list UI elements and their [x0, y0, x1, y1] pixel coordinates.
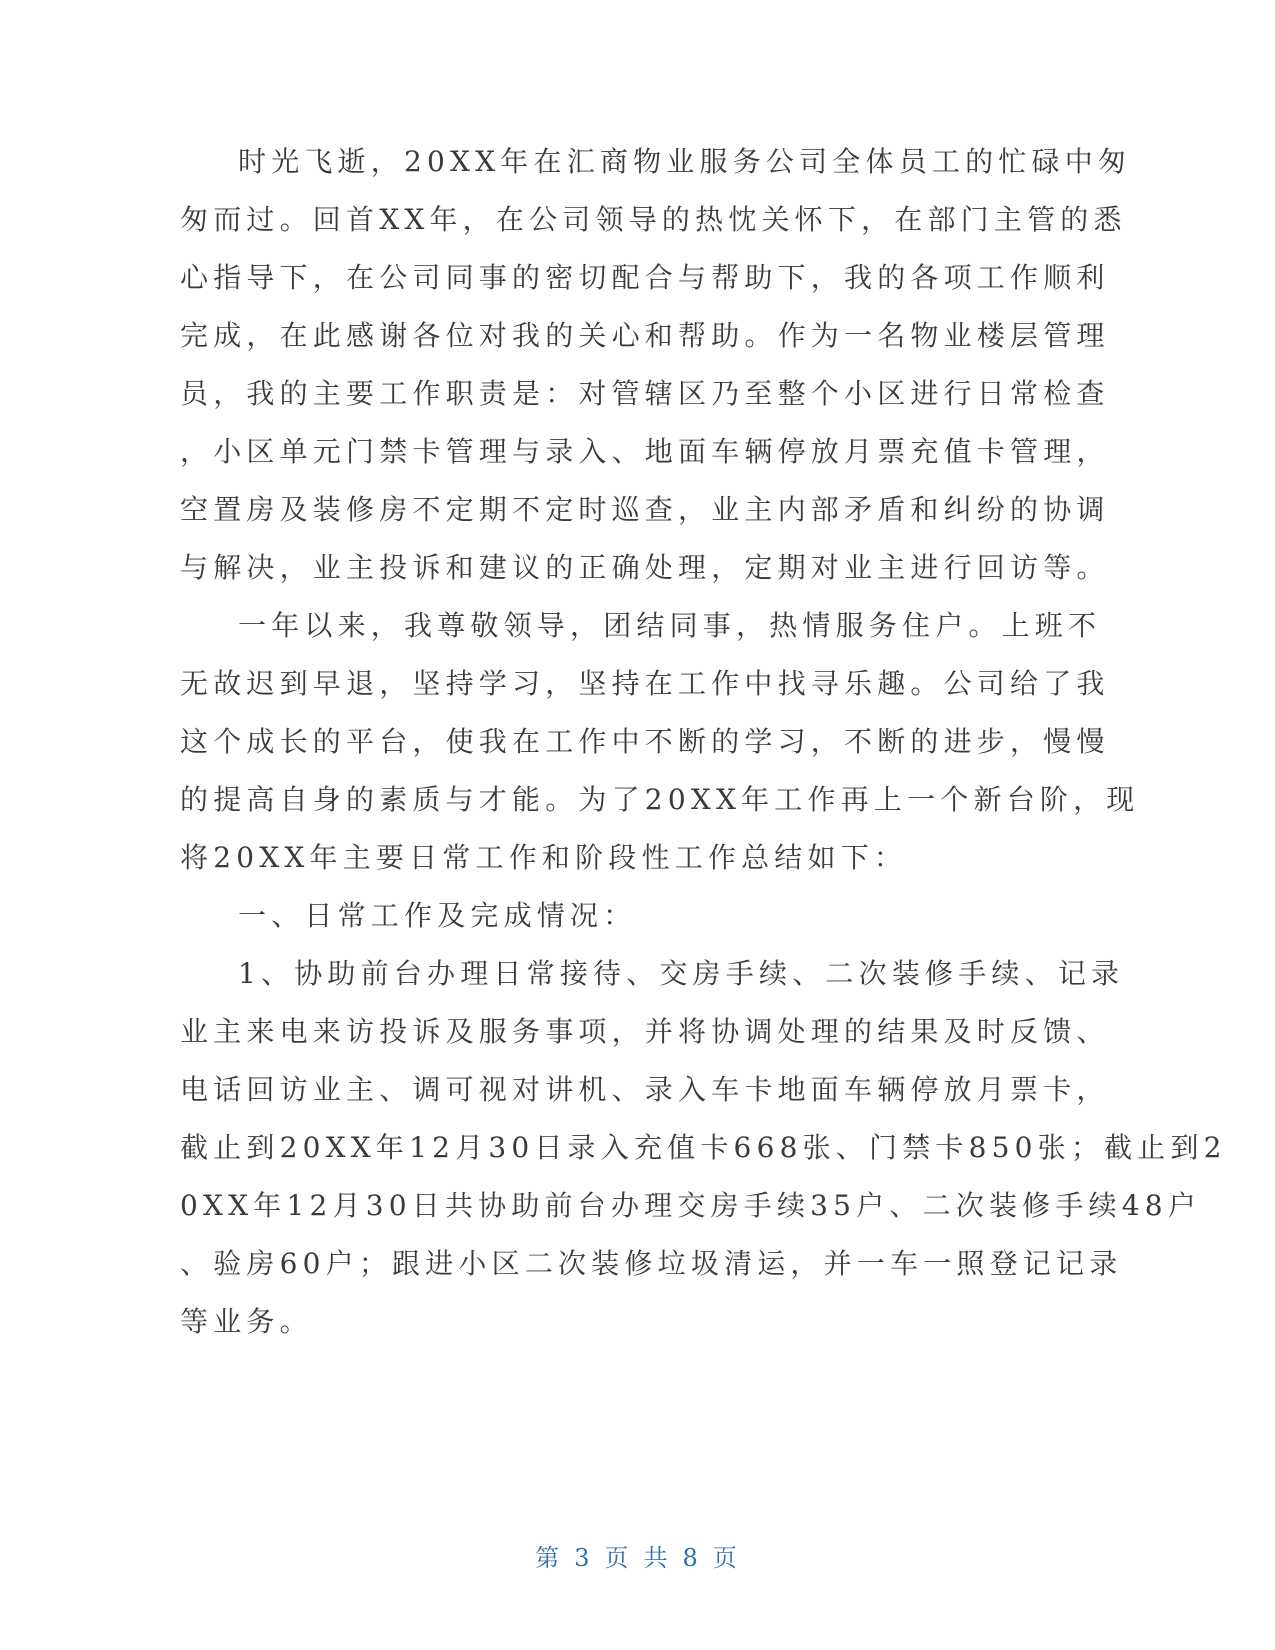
footer-prefix: 第	[535, 1544, 563, 1572]
text-line: 与解决，业主投诉和建议的正确处理，定期对业主进行回访等。	[180, 551, 1110, 584]
footer-page-label: 页	[604, 1544, 632, 1572]
text-line: 心指导下，在公司同事的密切配合与帮助下，我的各项工作顺利	[180, 261, 1110, 294]
text-line: 无故迟到早退，坚持学习，坚持在工作中找寻乐趣。公司给了我	[180, 667, 1110, 700]
text-line: 、验房60户；跟进小区二次装修垃圾清运，并一车一照登记记录	[180, 1247, 1123, 1280]
text-line: 这个成长的平台，使我在工作中不断的学习，不断的进步，慢慢	[180, 725, 1110, 758]
text-line: 完成，在此感谢各位对我的关心和帮助。作为一名物业楼层管理	[180, 319, 1110, 352]
text-line: 截止到20XX年12月30日录入充值卡668张、门禁卡850张；截止到2	[180, 1131, 1227, 1164]
text-line: 电话回访业主、调可视对讲机、录入车卡地面车辆停放月票卡，	[180, 1073, 1110, 1106]
text-line: 等业务。	[180, 1305, 313, 1338]
text-line: 将20XX年主要日常工作和阶段性工作总结如下：	[180, 841, 908, 874]
footer-suffix: 页	[712, 1544, 740, 1572]
text-line: ，小区单元门禁卡管理与录入、地面车辆停放月票充值卡管理，	[180, 435, 1110, 468]
text-line: 时光飞逝，20XX年在汇商物业服务公司全体员工的忙碌中匆	[238, 145, 1132, 178]
section-heading: 一、日常工作及完成情况：	[238, 899, 637, 932]
text-line: 0XX年12月30日共协助前台办理交房手续35户、二次装修手续48户	[180, 1189, 1202, 1222]
total-page-number: 8	[682, 1544, 701, 1572]
text-line: 1、协助前台办理日常接待、交房手续、二次装修手续、记录	[238, 957, 1125, 990]
current-page-number: 3	[574, 1544, 593, 1572]
text-line: 一年以来，我尊敬领导，团结同事，热情服务住户。上班不	[238, 609, 1102, 642]
text-line: 员，我的主要工作职责是：对管辖区乃至整个小区进行日常检查	[180, 377, 1110, 410]
footer-total-label: 共	[643, 1544, 671, 1572]
text-line: 空置房及装修房不定期不定时巡查，业主内部矛盾和纠纷的协调	[180, 493, 1110, 526]
page-footer	[0, 1538, 1275, 1573]
text-line: 的提高自身的素质与才能。为了20XX年工作再上一个新台阶，现	[180, 783, 1140, 816]
text-line: 业主来电来访投诉及服务事项，并将协调处理的结果及时反馈、	[180, 1015, 1110, 1048]
text-line: 匆而过。回首XX年，在公司领导的热忱关怀下，在部门主管的悉	[180, 203, 1127, 236]
